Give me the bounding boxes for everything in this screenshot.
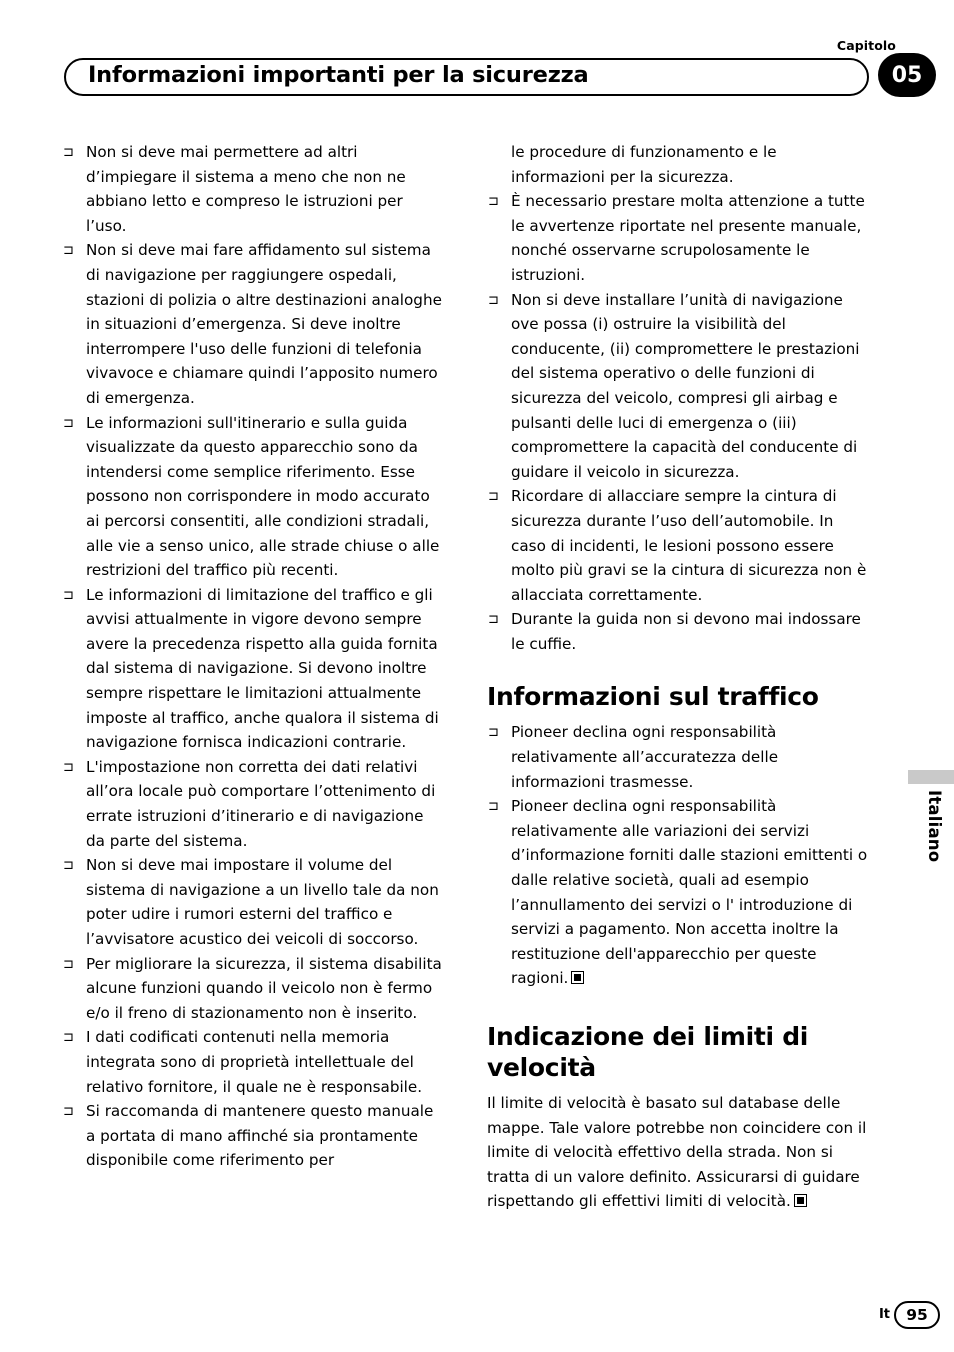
list-item	[62, 238, 444, 410]
bullet-icon: ⊐	[63, 956, 74, 972]
end-of-section-marker-icon	[571, 971, 584, 984]
bullet-icon: ⊐	[63, 858, 74, 874]
list-item-text: Le informazioni di limitazione del traffico e gli avvisi attualmente in vigore devono sempre avere la precedenza rispetto alla guida fornita dal sistema di navigazione. Si devono inoltre sempre rispettare le limitazioni attualmente imposte al traffico, anche qualora il sistema di navigazione fornisca indicazioni contrarie.	[86, 585, 439, 752]
list-item	[487, 288, 869, 485]
bullet-icon: ⊐	[488, 799, 499, 815]
bullet-icon: ⊐	[488, 489, 499, 505]
list-item-text: L'impostazione non corretta dei dati relativi all’ora locale può comportare l’ottenimento di errate istruzioni d’itinerario e di navigazione da parte del sistema.	[86, 757, 436, 850]
section-paragraph	[487, 1091, 869, 1214]
list-item-text: Non si deve mai fare affidamento sul sistema di navigazione per raggiungere ospedali, stazioni di polizia o altre destinazioni analoghe in situazioni d’emergenza. Si deve inoltre interrompere l'uso delle funzioni di telefonia vivavoce e chiamare quindi l’apposito numero di emergenza.	[86, 241, 442, 407]
list-item	[62, 952, 444, 1026]
page-title: Informazioni importanti per la sicurezza	[88, 62, 589, 88]
chapter-number-badge: 05	[878, 53, 936, 97]
footer-page-number: 95	[894, 1301, 940, 1329]
continuation-paragraph	[487, 140, 869, 189]
list-item	[487, 794, 869, 991]
list-item-text: È necessario prestare molta attenzione a tutte le avvertenze riportate nel presente manuale, nonché osservarne scrupolosamente le istruzioni.	[511, 192, 865, 284]
list-item	[62, 755, 444, 853]
left-column	[62, 140, 444, 1173]
list-item-text: Non si deve installare l’unità di navigazione ove possa (i) ostruire la visibilità del conducente, (ii) compromettere le prestazioni del sistema operativo o delle funzioni di sicurezza del veicolo, compresi gli airbag e pulsanti delle luci di emergenza o (iii) compromettere la capacità del conducente di guidare il veicolo in sicurezza.	[511, 290, 860, 481]
bullet-icon: ⊐	[63, 1030, 74, 1046]
list-item	[487, 189, 869, 287]
list-item-text: Non si deve mai impostare il volume del sistema di navigazione a un livello tale da non poter udire i rumori esterni del traffico e l’avvisatore acustico dei veicoli di soccorso.	[86, 856, 439, 948]
bullet-icon: ⊐	[63, 759, 74, 775]
list-item	[62, 853, 444, 951]
bullet-icon: ⊐	[63, 415, 74, 431]
end-of-section-marker-icon	[794, 1194, 807, 1207]
bullet-icon: ⊐	[488, 612, 499, 628]
list-item	[62, 1025, 444, 1099]
bullet-icon: ⊐	[488, 725, 499, 741]
list-item-text: Pioneer declina ogni responsabilità relativamente all’accuratezza delle informazioni trasmesse.	[511, 723, 779, 791]
side-tab-marker	[908, 770, 954, 784]
list-item-body: Pioneer declina ogni responsabilità relativamente alle variazioni dei servizi d’informazione forniti dalle stazioni emittenti o dalle relative società, quali ad esempio l’annullamento dei servizi o l' introduzione di servizi a pagamento. Non accetta inoltre la restituzione dell'apparecchio per queste ragioni.	[511, 797, 868, 988]
list-item-text: Per migliorare la sicurezza, il sistema disabilita alcune funzioni quando il veicolo non è fermo e/o il freno di stazionamento non è inserito.	[86, 954, 442, 1022]
section-paragraph-body: Il limite di velocità è basato sul database delle mappe. Tale valore potrebbe non coincidere con il limite di velocità effettivo della strada. Non si tratta di un valore definito. Assicurarsi di guidare rispettando gli effettivi limiti di velocità.	[487, 1094, 867, 1211]
side-tab-language: Italiano	[925, 790, 944, 863]
list-item	[62, 1099, 444, 1173]
list-item	[62, 583, 444, 755]
list-item	[487, 720, 869, 794]
bullet-icon: ⊐	[63, 587, 74, 603]
bullet-icon: ⊐	[63, 243, 74, 259]
list-item-text: Ricordare di allacciare sempre la cintura di sicurezza durante l’uso dell’automobile. In caso di incidenti, le lesioni possono essere molto più gravi se la cintura di sicurezza non è allacciata correttamente.	[511, 487, 867, 604]
continuation-text: le procedure di funzionamento e le informazioni per la sicurezza.	[511, 143, 777, 186]
section-heading-limiti: Indicazione dei limiti di velocità	[487, 1022, 809, 1082]
list-item	[487, 484, 869, 607]
list-item-text	[511, 794, 869, 991]
bullet-icon: ⊐	[488, 292, 499, 308]
list-item-text: Non si deve mai permettere ad altri d’impiegare il sistema a meno che non ne abbiano letto e compreso le istruzioni per l’uso.	[86, 143, 406, 235]
list-item	[487, 607, 869, 656]
bullet-icon: ⊐	[63, 145, 74, 160]
list-item	[62, 140, 444, 238]
list-item-text: I dati codificati contenuti nella memoria integrata sono di proprietà intellettuale del relativo fornitore, il quale ne è responsabile.	[86, 1028, 423, 1096]
chapter-label: Capitolo	[836, 38, 896, 53]
bullet-icon: ⊐	[488, 194, 499, 210]
list-item-text: Le informazioni sull'itinerario e sulla guida visualizzate da questo apparecchio sono da intendersi come semplice riferimento. Esse possono non corrispondere in modo accurato ai percorsi consentiti, alle condizioni stradali, alle vie a senso unico, alle strade chiuse o alle restrizioni del traffico più recenti.	[86, 413, 440, 580]
section-heading-traffico: Informazioni sul traffico	[487, 682, 819, 712]
footer-language-code: It	[878, 1307, 890, 1322]
list-item-text: Si raccomanda di mantenere questo manuale a portata di mano affinché sia prontamente disponibile come riferimento per	[86, 1102, 434, 1170]
list-item	[62, 411, 444, 583]
list-item-text: Durante la guida non si devono mai indossare le cuffie.	[511, 610, 861, 653]
right-column	[487, 140, 869, 1214]
bullet-icon: ⊐	[63, 1104, 74, 1120]
